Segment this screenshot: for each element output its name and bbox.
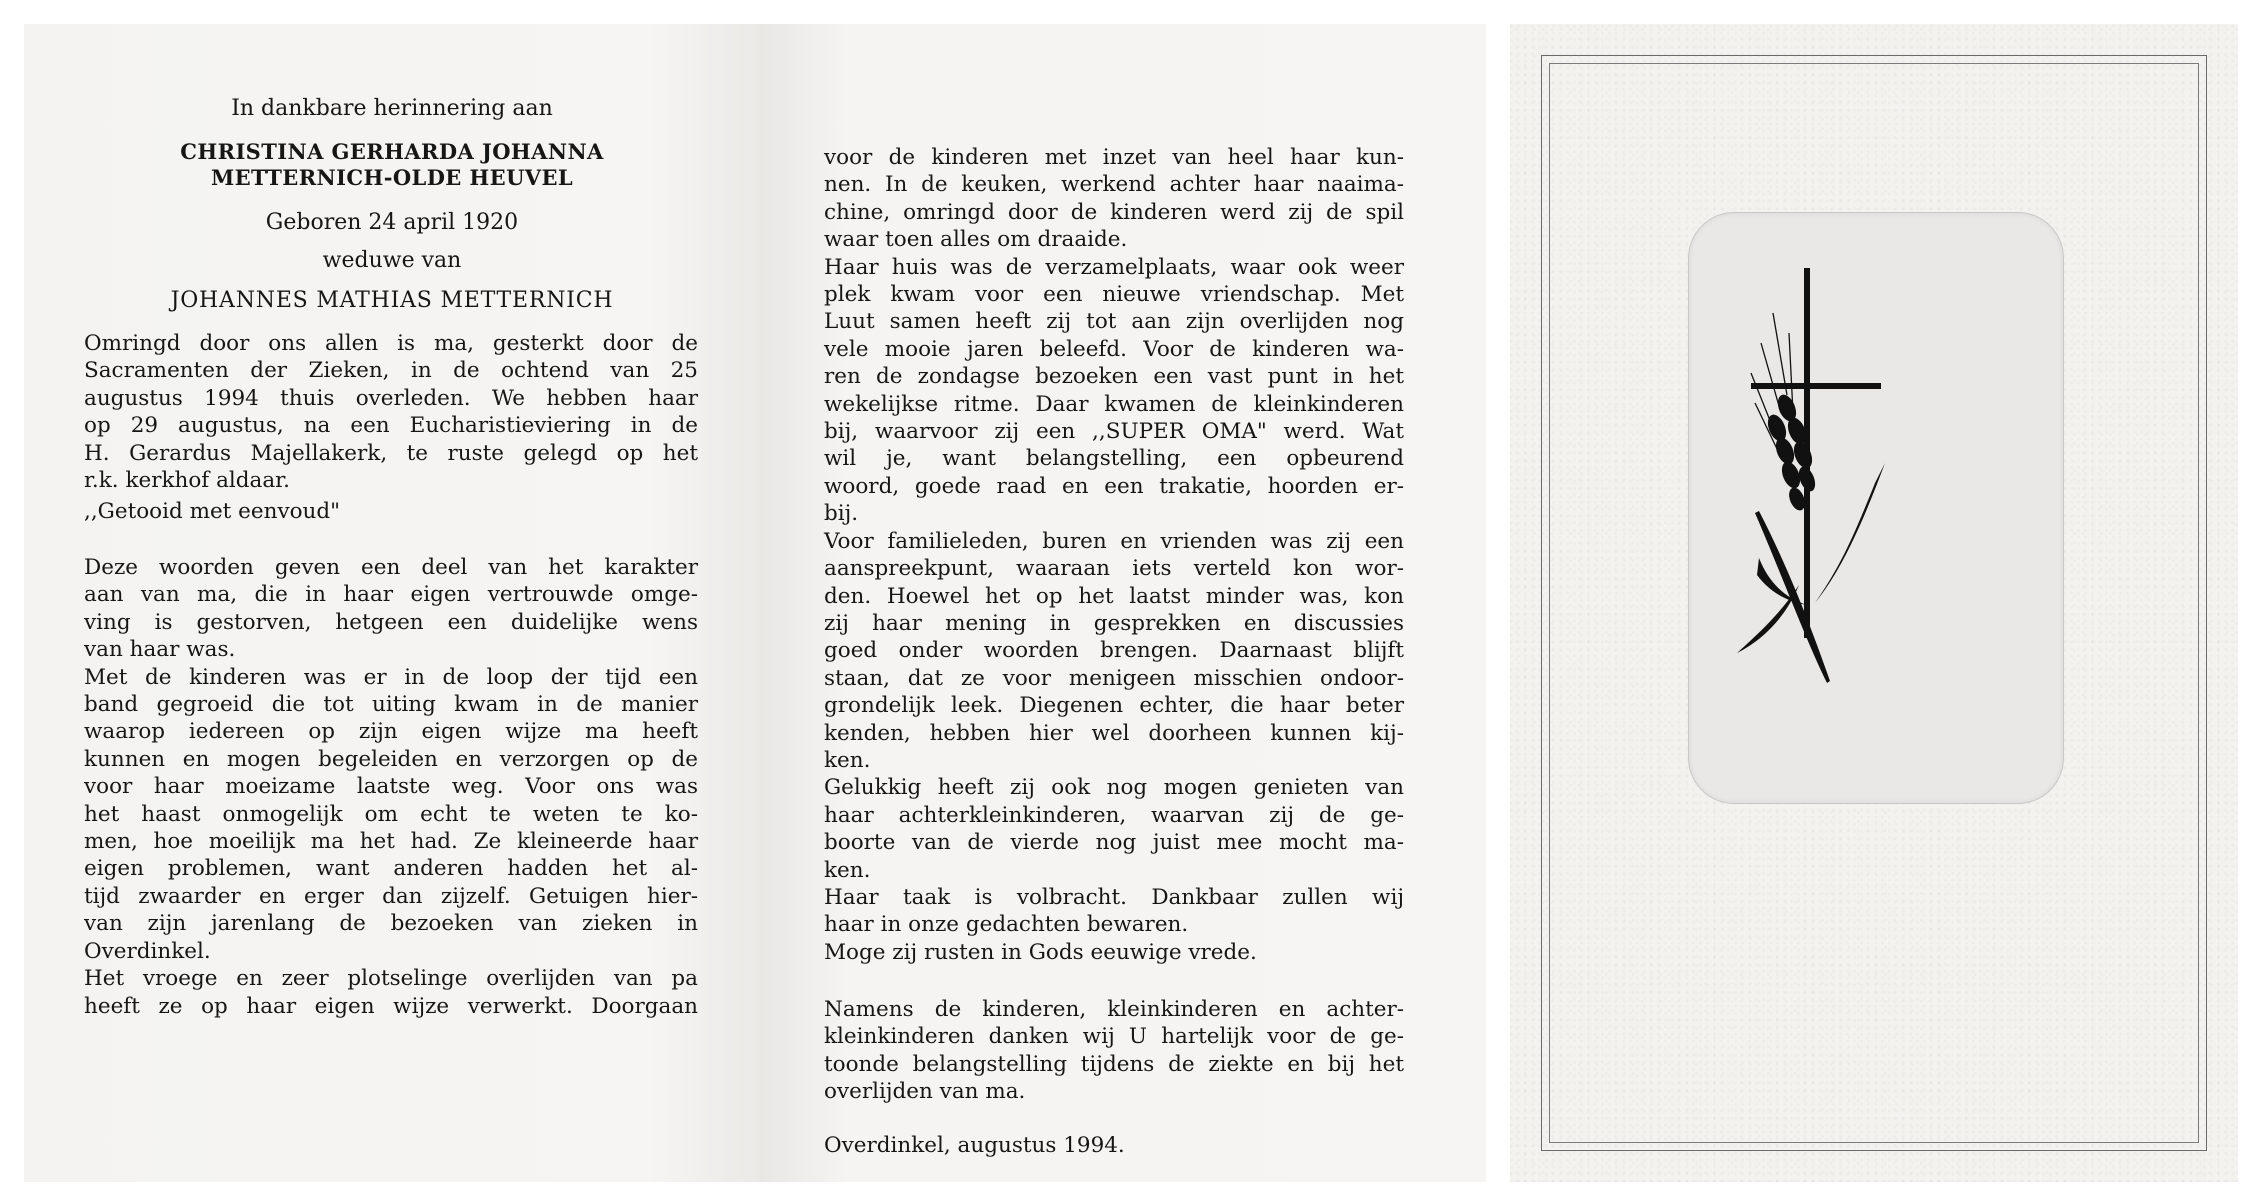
text-line: Het vroege en zeer plotselinge overlijden van pa — [84, 966, 698, 992]
text-line: den. Hoewel het op het laatst minder was, kon — [824, 583, 1404, 609]
text-line: Haar taak is volbracht. Dankbaar zullen wij — [824, 884, 1404, 910]
text-line: overlijden van ma. — [824, 1079, 1026, 1105]
text-line: ,,Getooid met eenvoud" — [84, 499, 341, 524]
text-line: kleinkinderen danken wij U hartelijk voor de ge- — [824, 1024, 1404, 1050]
paragraph-continuation — [824, 144, 1404, 966]
text-line: Haar huis was de verzamelplaats, waar ook weer — [824, 254, 1404, 280]
text-line: Omringd door ons allen is ma, gesterkt door de — [84, 331, 698, 356]
text-line: eigen problemen, want anderen hadden het al- — [84, 856, 698, 882]
text-line: wil je, want belangstelling, een opbeurend — [824, 446, 1404, 472]
text-line: ken. — [824, 747, 871, 773]
text-line: tijd zwaarder en erger dan zijzelf. Getuigen hier- — [84, 883, 698, 909]
widow-of-text: weduwe van — [322, 248, 462, 273]
paragraph-thanks — [824, 996, 1404, 1106]
text-line: Luut samen heeft zij tot aan zijn overlijden nog — [824, 309, 1404, 335]
text-line: plek kwam voor een nieuwe vriendschap. Met — [824, 282, 1404, 308]
closing-place-date — [824, 1132, 1404, 1159]
text-line: Overdinkel. — [84, 938, 211, 964]
spouse-name: JOHANNES MATHIAS METTERNICH — [170, 288, 614, 313]
cross-horizontal-beam — [1751, 383, 1881, 389]
text-line: goed onder woorden brengen. Daarnaast blijft — [824, 638, 1404, 664]
text-line: Gelukkig heeft zij ook nog mogen genieten van — [824, 775, 1404, 801]
text-line: voor de kinderen met inzet van heel haar kun- — [824, 145, 1404, 170]
text-line: op 29 augustus, na een Eucharistieviering in de — [84, 413, 698, 439]
text-line: Voor familieleden, buren en vrienden was zij een — [824, 528, 1404, 554]
text-line: Met de kinderen was er in de loop der tijd een — [84, 664, 698, 690]
deceased-name-line1: CHRISTINA GERHARDA JOHANNA — [180, 139, 604, 164]
text-line: Moge zij rusten in Gods eeuwige vrede. — [824, 939, 1257, 965]
left-page — [24, 24, 760, 1182]
text-line: Deze woorden geven een deel van het karakter — [84, 555, 698, 580]
text-line: haar in onze gedachten bewaren. — [824, 912, 1189, 938]
text-line: woord, goede raad en een trakatie, hoorden er- — [824, 473, 1404, 499]
text-line: haar achterkleinkinderen, waarvan zij de ge- — [824, 802, 1404, 828]
text-line: voor haar moeizame laatste weg. Voor ons was — [84, 774, 698, 800]
text-line: bij. — [824, 501, 859, 527]
text-line: waarop iedereen op zijn eigen wijze ma heeft — [84, 719, 698, 745]
paragraph-character — [84, 554, 698, 1020]
text-line: staan, dat ze voor menigeen misschien ondoor- — [824, 665, 1404, 691]
text-line: vele mooie jaren beleefd. Voor de kinderen wa- — [824, 336, 1404, 362]
text-line: augustus 1994 thuis overleden. We hebben haar — [84, 385, 698, 411]
text-line: bij, waarvoor zij een ,,SUPER OMA" werd. Wat — [824, 419, 1404, 445]
text-line: H. Gerardus Majellakerk, te ruste gelegd op het — [84, 440, 698, 466]
birth-date: Geboren 24 april 1920 — [265, 210, 519, 235]
text-line: toonde belangstelling tijdens de ziekte en bij het — [824, 1051, 1404, 1077]
text-line: zij haar mening in gesprekken en discussies — [824, 610, 1404, 636]
text-line: Overdinkel, augustus 1994. — [824, 1133, 1125, 1158]
text-line: men, hoe moeilijk ma het had. Ze kleineerde haar — [84, 829, 698, 855]
text-line: nen. In de keuken, werkend achter haar naaima- — [824, 172, 1404, 198]
cross-with-wheat-icon — [1689, 213, 2063, 803]
text-line: van haar was. — [84, 637, 236, 663]
text-line: kenden, hebben hier wel doorheen kunnen kij- — [824, 720, 1404, 746]
text-line: band gegroeid die tot uiting kwam in de manier — [84, 692, 698, 718]
text-line: chine, omringd door de kinderen werd zij de spil — [824, 199, 1404, 225]
text-line: van zijn jarenlang de bezoeken van zieken in — [84, 911, 698, 937]
intro-text: In dankbare herinnering aan — [231, 96, 553, 121]
text-line: kunnen en mogen begeleiden en verzorgen op de — [84, 746, 698, 772]
text-line: aan van ma, die in haar eigen vertrouwde omge- — [84, 582, 698, 608]
text-line: grondelijk leek. Diegenen echter, die haar beter — [824, 693, 1404, 719]
text-line: r.k. kerkhof aldaar. — [84, 468, 290, 494]
wheat-head — [1764, 392, 1818, 513]
deceased-name-line2: METTERNICH-OLDE HEUVEL — [210, 165, 574, 190]
text-line: heeft ze op haar eigen wijze verwerkt. Doorgaan — [84, 993, 698, 1019]
cover-page — [1510, 24, 2238, 1182]
text-line: ren de zondagse bezoeken een vast punt in het — [824, 364, 1404, 390]
quote-text — [84, 498, 698, 525]
middle-page — [760, 24, 1486, 1182]
text-line: boorte van de vierde nog juist mee mocht ma- — [824, 830, 1404, 856]
text-line: Sacramenten der Zieken, in de ochtend van 25 — [84, 358, 698, 384]
text-line: wekelijkse ritme. Daar kwamen de kleinkinderen — [824, 391, 1404, 417]
text-line: ving is gestorven, hetgeen een duidelijke wens — [84, 609, 698, 635]
paragraph-death-notice — [84, 330, 698, 494]
text-line: ken. — [824, 857, 871, 883]
text-line: aanspreekpunt, waaraan iets verteld kon wor- — [824, 556, 1404, 582]
leaf-right — [1815, 463, 1885, 603]
text-line: Namens de kinderen, kleinkinderen en achter- — [824, 997, 1404, 1022]
text-line: het haast onmogelijk om echt te weten te ko- — [84, 801, 698, 827]
text-line: waar toen alles om draaide. — [824, 227, 1128, 253]
emblem-panel — [1688, 212, 2064, 804]
